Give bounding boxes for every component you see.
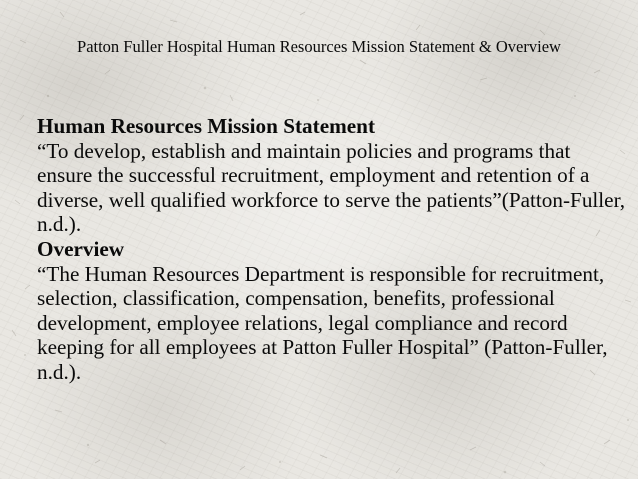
mission-statement-heading: Human Resources Mission Statement (37, 114, 376, 138)
overview-text: “The Human Resources Department is responsible for recruitment, selection, classification, compensation, benefits, professional development, employee relations, legal compliance and record keeping for all employees at Patton Fuller Hospital” (Patton-Fuller, n.d.). (37, 261, 608, 384)
slide-body (37, 114, 627, 385)
slide-title: Patton Fuller Hospital Human Resources Mission Statement & Overview (77, 37, 561, 56)
mission-statement-text: “To develop, establish and maintain policies and programs that ensure the successful recruitment, employment and retention of a diverse, well qualified workforce to serve the patients”(Patton-Fuller, n.d.). (37, 138, 626, 237)
overview-heading: Overview (37, 236, 125, 261)
